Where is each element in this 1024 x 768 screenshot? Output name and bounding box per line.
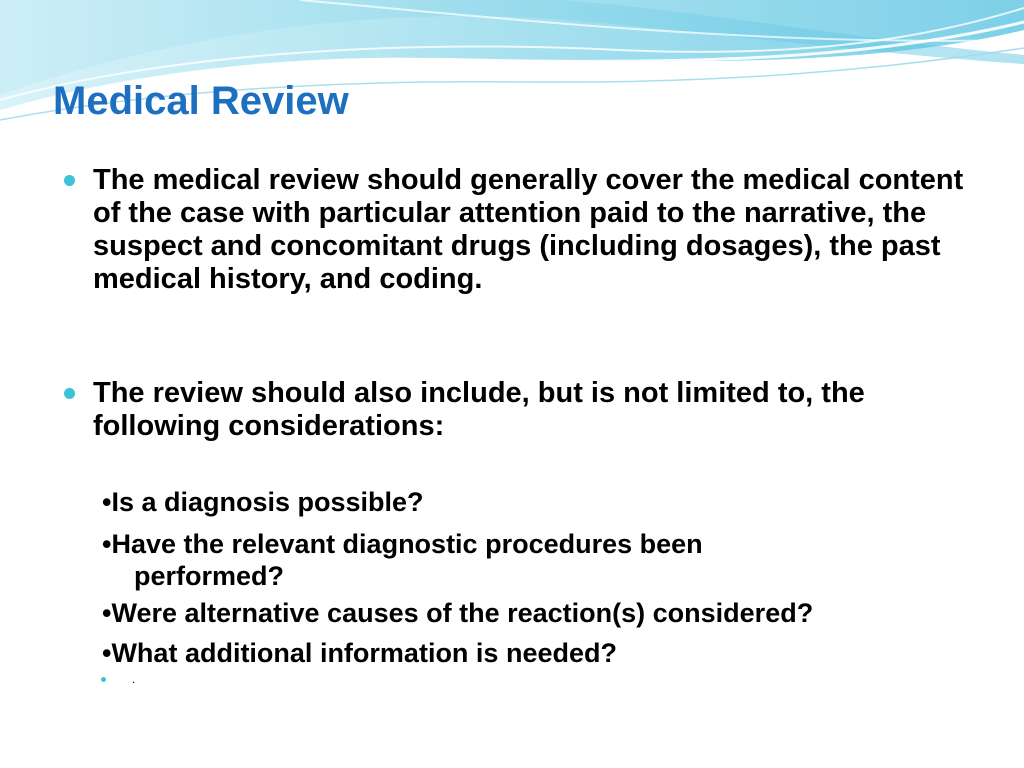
consideration-text: •Were alternative causes of the reaction(s) considered?: [102, 598, 814, 628]
consideration-item: [102, 486, 982, 518]
trailing-mark: .: [132, 672, 136, 686]
consideration-text: •Is a diagnosis possible?: [102, 487, 424, 517]
bullet-dot-icon: [64, 388, 75, 399]
bullet-medical-review-coverage: The medical review should generally cover the medical content of the case with particular attention paid to the narrative, the suspect and concomitant drugs (including dosages), the past medical history, and coding.: [93, 164, 964, 295]
bullet-review-considerations: The review should also include, but is not limited to, the following considerations:: [93, 377, 865, 442]
consideration-item: [102, 597, 982, 629]
consideration-text: •Have the relevant diagnostic procedures been: [102, 529, 703, 559]
slide-title: Medical Review: [53, 79, 349, 123]
consideration-item: [102, 528, 982, 592]
consideration-text-continued: performed?: [134, 561, 285, 591]
bullet-dot-icon: [64, 175, 75, 186]
consideration-text: •What additional information is needed?: [102, 638, 617, 668]
consideration-item: [102, 637, 982, 669]
empty-bullet-dot-icon: [101, 677, 106, 682]
